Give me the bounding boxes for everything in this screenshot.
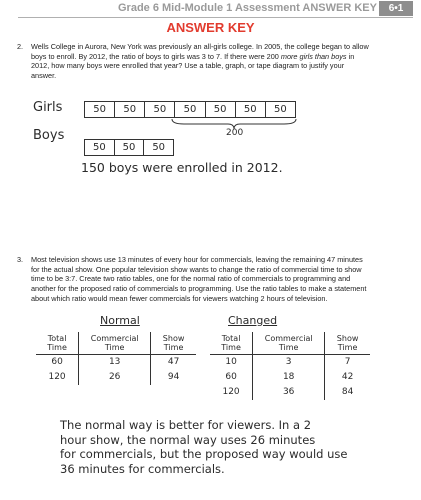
normal-table-title: Normal [100, 314, 140, 327]
girls-label: Girls [33, 100, 63, 115]
q3-line: Most television shows use 13 minutes of every hour for commercials, leaving the remaining 47 minutes [31, 255, 363, 264]
table-cell: 26 [79, 370, 151, 385]
q2-number: 2. [17, 42, 24, 51]
table-cell: 84 [325, 385, 370, 400]
table-cell: 10 [225, 357, 237, 367]
answer-key-label: ANSWER KEY [166, 20, 255, 35]
brace-label: 200 [226, 128, 244, 138]
table-cell: 120 [48, 372, 66, 382]
table-cell: 36 [253, 385, 325, 400]
q3-line: about which ratio would mean fewer commercials for viewers watching 2 hours of television. [31, 293, 328, 303]
normal-ratio-table [36, 332, 196, 385]
q2-line-1: Wells College in Aurora, New York was previously an all-girls college. In 2005, the college began to allow [31, 42, 369, 51]
table-cell: 13 [79, 355, 151, 371]
girls-tape-segment: 50 [145, 102, 175, 117]
table-cell: 60 [51, 357, 63, 367]
q3-answer-line: The normal way is better for viewers. In a 2 [60, 418, 312, 432]
changed-table-title: Changed [228, 314, 278, 327]
boys-tape-diagram [84, 139, 174, 156]
girls-tape-segment: 50 [274, 104, 287, 115]
table-row [210, 370, 370, 385]
boys-label: Boys [33, 128, 65, 143]
table-header-row [36, 332, 196, 355]
q3-number: 3. [17, 255, 24, 264]
q3-line: time to be 3:7. Create two ratio tables, one for the normal ratio of commercials to programming and [31, 274, 351, 284]
header-title: Grade 6 Mid-Module 1 Assessment ANSWER KEY [118, 2, 377, 14]
q2-line-3: 2012, how many boys were enrolled that year? Use a table, graph, or tape diagram to justify your [31, 61, 345, 71]
girls-tape-segment: 50 [206, 102, 236, 117]
page-header [0, 0, 421, 18]
girls-tape-diagram [84, 101, 296, 118]
boys-tape-segment: 50 [115, 140, 145, 155]
q3-line: for the actual show. One popular television show wants to change the ratio of commercial time to show [31, 264, 362, 274]
table-row [210, 355, 370, 371]
q2-line-4: answer. [31, 71, 57, 81]
table-cell: 120 [222, 387, 240, 397]
changed-ratio-table [210, 332, 370, 400]
table-cell: 94 [151, 370, 196, 385]
q3-line: another for the proposed ratio of commercials to programming. Use the ratio tables to make a statement [31, 284, 367, 294]
q2-answer: 150 boys were enrolled in 2012. [81, 160, 283, 175]
girls-tape-segment: 50 [236, 102, 266, 117]
q3-answer [60, 418, 415, 476]
column-header: Show Time [151, 332, 196, 355]
boys-tape-segment: 50 [85, 140, 115, 155]
q3-text [31, 255, 419, 304]
table-header-row [210, 332, 370, 355]
q2-text [31, 42, 416, 81]
column-header: Commercial Time [253, 332, 325, 355]
table-row [36, 370, 196, 385]
q2-emphasis: more girls than boys [280, 51, 347, 61]
column-header: Show Time [325, 332, 370, 355]
q3-answer-line: 36 minutes for commercials. [60, 461, 225, 476]
table-cell: 47 [151, 355, 196, 371]
girls-tape-segment: 50 [115, 102, 145, 117]
column-header: Total Time [210, 332, 253, 355]
table-cell: 60 [225, 372, 237, 382]
girls-tape-segment: 50 [85, 102, 115, 117]
q3-answer-line: hour show, the normal way uses 26 minutes [60, 432, 316, 447]
girls-tape-segment: 50 [175, 102, 205, 117]
boys-tape-segment: 50 [152, 142, 166, 153]
table-cell: 18 [253, 370, 325, 385]
q2-line-2: boys to enroll. By 2012, the ratio of boys to girls was 3 to 7. If there were 200 more girls than boys in [31, 51, 355, 61]
column-header: Total Time [36, 332, 79, 355]
header-divider [18, 17, 413, 18]
table-cell: 42 [325, 370, 370, 385]
table-row [36, 355, 196, 371]
q3-answer-line: for commercials, but the proposed way would use [60, 447, 348, 461]
table-cell: 7 [325, 355, 370, 371]
table-row [210, 385, 370, 400]
column-header: Commercial Time [79, 332, 151, 355]
module-badge: 6•1 [379, 1, 413, 16]
table-cell: 3 [253, 355, 325, 371]
